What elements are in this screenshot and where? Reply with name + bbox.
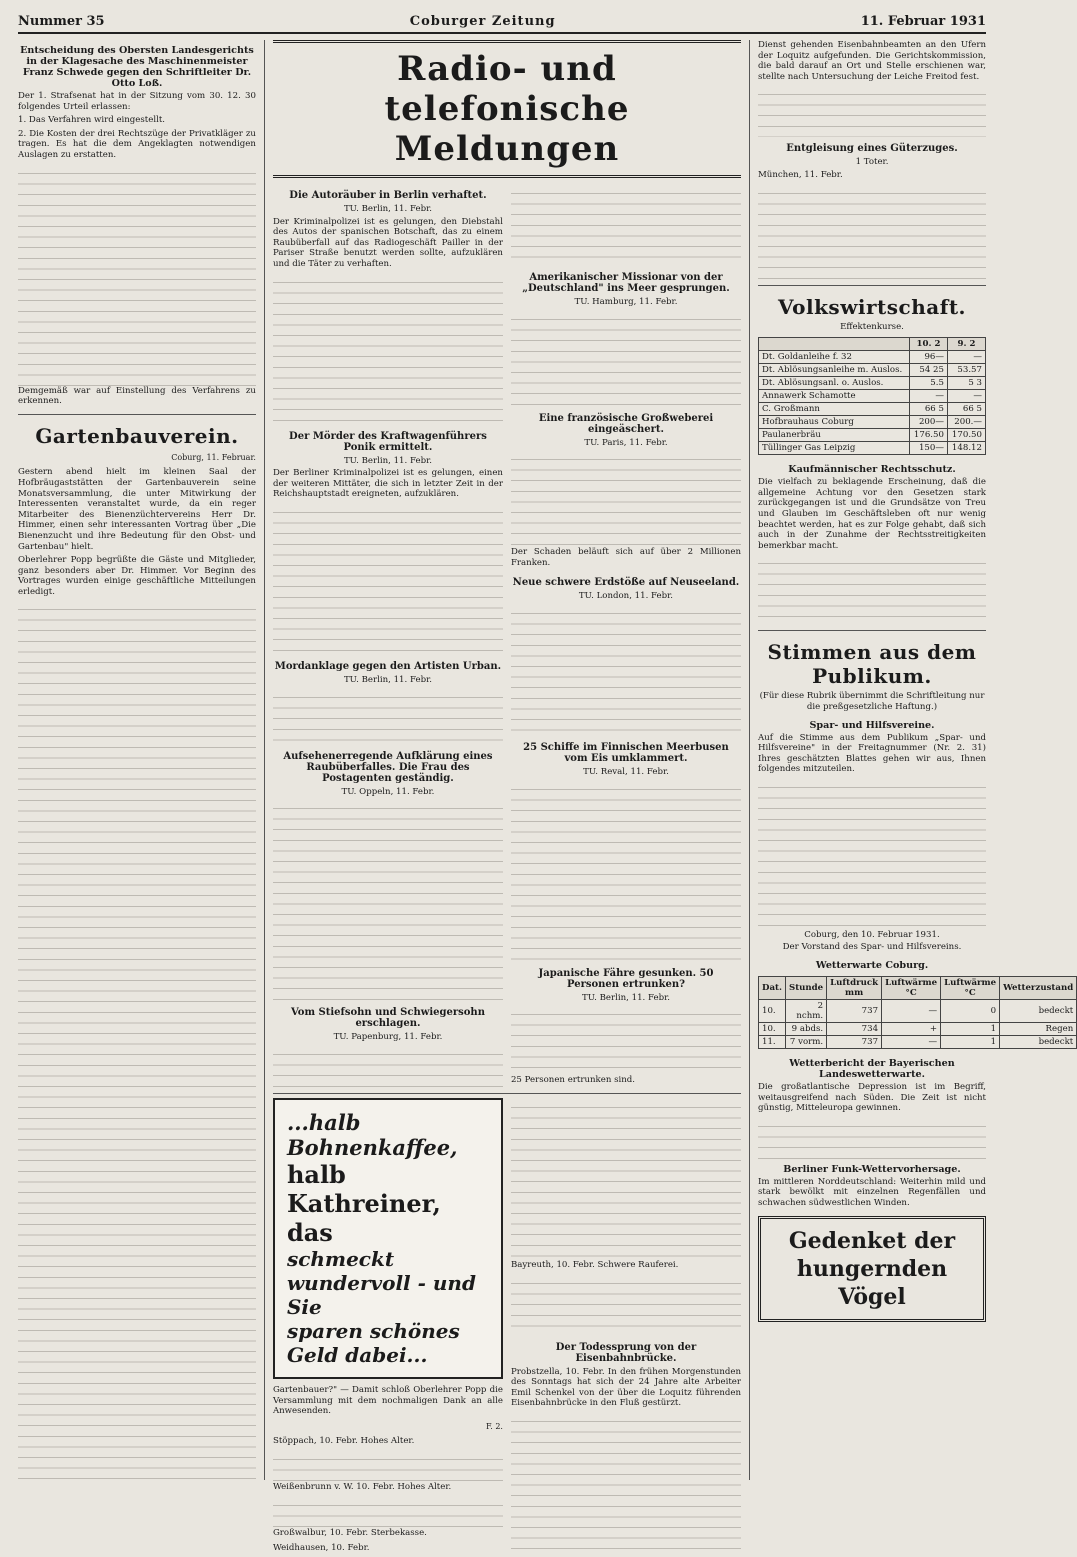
ad-line: schmeckt wundervoll - und Sie [286,1247,476,1319]
table-cell: 9 abds. [785,1023,826,1036]
table-header: Luftdruck mm [827,977,882,1000]
stock-row [759,403,986,416]
text-block [511,186,741,266]
column-rule [749,40,750,1480]
table-header: 9. 2 [947,338,985,351]
court-paragraph: Der 1. Strafsenat hat in der Sitzung vom 30. 12. 30 folgendes Urteil erlassen: [18,91,256,112]
legal-protection-title: Kaufmännischer Rechtsschutz. [788,464,956,476]
stock-row [759,442,986,455]
column-right [758,40,1074,1480]
weather-station-title: Wetterwarte Coburg. [815,960,929,972]
text-block [511,452,741,547]
stock-row [759,377,986,390]
public-voices-headline: Stimmen aus dem Publikum. [767,640,977,689]
garden-paragraph: Oberlehrer Popp begrüßte die Gäste und Mitglieder, ganz besonders aber Dr. Himmer. Vor Beginn des Vortrages wurden einige geschäftliche Mitteilungen erledigt. [18,555,256,597]
court-paragraph: 2. Die Kosten der drei Rechtszüge der Privatkläger zu tragen. Es hat die dem Angeklagten notwendigen Auslagen zu erstatten. [18,128,256,160]
text-block [511,1007,741,1075]
article-title: Der Mörder des Kraftwagenführers Ponik ermittelt. [289,430,487,453]
article-paragraph: Dienst gehenden Eisenbahnbeamten an den Ufern der Loquitz aufgefunden. Die Gerichtskommission, die bald darauf an Ort und Stelle erschienen war, stellte nach Untersuchung der Leiche Freitod fest. [758,40,986,82]
weather-row [759,1000,1077,1023]
text-block [758,1119,986,1159]
table-cell: 5 3 [947,377,985,390]
article-title: Amerikanischer Missionar von der „Deutschland" ins Meer gesprungen. [522,272,730,294]
table-cell: 11. [759,1036,786,1049]
text-block [511,606,741,736]
table-cell: Tüllinger Gas Leipzig [759,442,910,455]
table-cell: 54 25 [909,364,947,377]
article-paragraph: 25 Personen ertrunken sind. [510,1075,636,1086]
article-paragraph: Der Kriminalpolizei ist es gelungen, den Diebstahl des Autos der spanischen Botschaft, das zu einem Raubüberfall auf das Radiogeschäft Pailler in der Pariser Straße benutzt werden sollte, aufzuklären und die Täter zu verhaften. [272,216,503,269]
letter-date: Coburg, den 10. Februar 1931. [804,929,940,940]
ad-line: ...halb Bohnenkaffee, [286,1110,458,1160]
table-cell: — [947,351,985,364]
text-block [758,87,986,137]
public-voices-note: (Für diese Rubrik übernimmt die Schriftleitung nur die preßgesetzliche Haftung.) [759,691,985,712]
issue-number: Nummer 35 [18,14,105,29]
garden-paragraph: Gestern abend hielt im kleinen Saal der Hofbräugaststätten der Gartenbauverein seine Monatsversammlung, die unter Mitwirkung der Interessenten veranstaltet wurde, da ein reger Mitarbeiter des Bienenzüchtervereins Herr Dr. Himmer, einen sehr interessanten Vortrag über „Die Bienenzucht und ihre Bedeutung für den Obst- und Gartenbau" hielt. [18,467,256,552]
table-cell: Dt. Goldanleihe f. 32 [759,351,910,364]
derailment-title: Entgleisung eines Güterzuges. [786,143,958,155]
table-cell: 1 [941,1036,1000,1049]
article-dateline: TU. London, 11. Febr. [578,591,674,602]
radio-forecast-title: Berliner Funk-Wettervorhersage. [783,1163,961,1175]
table-cell: + [882,1023,941,1036]
table-header: Dat. [759,977,786,1000]
news-columns [273,184,741,1089]
table-cell: 200— [909,416,947,429]
article-title: Mordanklage gegen den Artisten Urban. [274,660,502,672]
article-title: Japanische Fähre gesunken. 50 Personen ertrunken? [538,967,714,990]
article-title: Der Todessprung von der Eisenbahnbrücke. [555,1341,697,1364]
article-dateline: München, 11. Febr. [758,169,843,180]
article-title: Eine französische Großweberei eingeäschert. [538,412,714,435]
table-cell: — [882,1036,941,1049]
lower-column-b [511,1098,741,1557]
issue-date: 11. Februar 1931 [860,14,986,29]
text-block [758,780,986,930]
article-paragraph: Probstzella, 10. Febr. In den frühen Morgenstunden des Sonntags hat sich der 24 Jahre alte Arbeiter Emil Schenkel von der über die Loquitz führenden Eisenbahnbrücke in den Fluß gestürzt. [510,1366,741,1409]
divider [273,1093,741,1094]
table-cell: 0 [941,1000,1000,1023]
table-header: Stunde [785,977,826,1000]
table-cell: Paulanerbräu [759,429,910,442]
table-header-row [759,977,1077,1000]
economy-subtitle: Effektenkurse. [840,321,904,332]
article-title: Die Autoräuber in Berlin verhaftet. [289,190,487,201]
article-paragraph: Stöppach, 10. Febr. Hohes Alter. [272,1436,415,1447]
table-cell: 53.57 [947,364,985,377]
stock-row [759,416,986,429]
stock-row [759,390,986,403]
divider [758,285,986,286]
text-block [511,1276,741,1336]
table-cell: C. Großmann [759,403,910,416]
weather-row [759,1023,1077,1036]
table-cell: 737 [827,1036,882,1049]
article-paragraph: Bayreuth, 10. Febr. Schwere Rauferei. [510,1260,679,1270]
table-cell: Regen [1000,1023,1077,1036]
article-paragraph: Auf die Stimme aus dem Publikum „Spar- und Hilfsvereine" in der Freitagnummer (Nr. 2. 31) Ihres geschätzten Blattes gehen wir aus, Ihnen folgendes mitzuteilen. [758,732,986,775]
article-title: Neue schwere Erdstöße auf Neuseeland. [512,577,740,589]
text-block [18,602,256,1480]
table-cell: — [882,1000,941,1023]
lower-column-a [273,1098,503,1557]
article-dateline: TU. Berlin, 11. Febr. [581,992,670,1003]
article-title: Vom Stiefsohn und Schwiegersohn erschlagen. [290,1007,485,1030]
article-signature: F. 2. [485,1421,503,1431]
article-paragraph: Die vielfach zu beklagende Erscheinung, daß die allgemeine Achtung vor den Gesetzen stark zurückgegangen ist und die Grundsätze von Treu und Glauben im Geschäftsleben oft nur wenig beachtet werden, hat es zur Folge gehabt, daß sich auch in der Zunahme der Rechtsstreitigkeiten bemerkbar macht. [758,477,986,551]
table-cell: 96— [909,351,947,364]
ad-line: sparen schönes Geld dabei... [286,1319,460,1367]
stock-quotes-table [758,337,986,455]
column-middle [272,40,741,1554]
masthead [18,14,986,34]
article-dateline: TU. Berlin, 11. Febr. [343,455,432,466]
newspaper-title: Coburger Zeitung [409,14,556,29]
page-columns [18,40,1074,1554]
text-block [273,505,503,655]
table-cell: bedeckt [1000,1000,1077,1023]
text-block [273,1047,503,1089]
article-dateline: TU. Reval, 11. Febr. [583,766,669,777]
text-block [273,690,503,745]
article-dateline: TU. Hamburg, 11. Febr. [574,297,678,307]
article-title: Aufsehenerregende Aufklärung eines Raubüberfalles. Die Frau des Postagenten geständig. [283,750,493,784]
text-block [18,166,256,386]
ad-line: halb Kathreiner, das [286,1160,441,1247]
text-block [273,275,503,425]
text-block [511,782,741,962]
stock-row [759,364,986,377]
article-dateline: TU. Oppeln, 11. Febr. [341,786,435,797]
text-block [273,1452,503,1482]
text-block [511,312,741,407]
article-paragraph: Großwalbur, 10. Febr. Sterbekasse. [272,1527,427,1538]
table-header: Luftwärme °C [941,977,1000,1000]
table-cell: 5.5 [909,377,947,390]
table-cell: 7 vorm. [785,1036,826,1049]
table-cell: 170.50 [947,429,985,442]
table-cell: Dt. Ablösungsanl. o. Auslos. [759,377,910,390]
table-cell: 2 nchm. [785,1000,826,1023]
news-column-a [273,184,503,1089]
economy-headline: Volkswirtschaft. [777,294,967,319]
notice-line: Gedenket der [788,1227,956,1254]
weather-table [758,976,1077,1049]
table-cell: 176.50 [909,429,947,442]
weather-row [759,1036,1077,1049]
news-column-b [511,184,741,1089]
court-decision-title: Entscheidung des Obersten Landesgerichts in der Klagesache des Maschinenmeister Franz Schwede gegen den Schriftleiter Dr. Otto Loß. [20,45,254,89]
table-cell: — [909,390,947,403]
text-block [758,186,986,281]
table-cell: bedeckt [1000,1036,1077,1049]
article-paragraph: Weidhausen, 10. Febr. [272,1543,370,1554]
table-cell: 10. [759,1023,786,1036]
table-header: 10. 2 [909,338,947,351]
article-paragraph: Der Berliner Kriminalpolizei ist es gelungen, einen der weiteren Mittäter, die sich in letzter Zeit in der Reichshauptstadt ereigneten, aufzuklären. [272,468,503,500]
table-cell: 66 5 [947,403,985,416]
derailment-subtitle: 1 Toter. [855,157,889,168]
table-header-row [759,338,986,351]
table-header: Wetterzustand [1000,977,1077,1000]
article-paragraph: Weißenbrunn v. W. 10. Febr. Hohes Alter. [272,1481,452,1492]
column-rule [264,40,265,1480]
stock-row [759,429,986,442]
article-title: 25 Schiffe im Finnischen Meerbusen vom Eis umklammert. [523,741,729,764]
table-cell: Annawerk Schamotte [759,390,910,403]
table-cell: 10. [759,1000,786,1023]
text-block [273,801,503,1001]
court-paragraph: Demgemäß war auf Einstellung des Verfahrens zu erkennen. [18,385,256,407]
notice-line: hungernden Vögel [796,1255,948,1310]
table-header [759,338,910,351]
text-block [511,1100,741,1260]
table-cell: — [947,390,985,403]
bird-feeding-notice [758,1216,986,1322]
article-paragraph: Im mittleren Norddeutschland: Weiterhin mild und stark bewölkt mit einzelnen Regenfällen und schwachen südwestlichen Winden. [758,1176,986,1209]
article-dateline: TU. Paris, 11. Febr. [584,437,668,448]
text-block [511,1414,741,1557]
lower-columns [273,1098,741,1557]
table-cell: 734 [827,1023,882,1036]
table-cell: 148.12 [947,442,985,455]
court-paragraph: 1. Das Verfahren wird eingestellt. [18,115,166,126]
table-cell: Dt. Ablösungsanleihe m. Auslos. [759,364,910,377]
table-cell: 737 [827,1000,882,1023]
public-voices-subtitle: Spar- und Hilfsvereine. [809,719,935,731]
divider [18,414,256,415]
stock-row [759,351,986,364]
article-paragraph: Gartenbauer?" — Damit schloß Oberlehrer Popp die Versammlung mit dem nochmaligen Dank an alle Anwesenden. [272,1385,503,1417]
garden-dateline: Coburg, 11. Februar. [171,452,256,462]
article-dateline: TU. Berlin, 11. Febr. [343,674,432,685]
table-header: Luftwärme °C [882,977,941,1000]
table-cell: 150— [909,442,947,455]
text-block [273,1498,503,1528]
table-cell: 1 [941,1023,1000,1036]
column-left [18,40,256,1480]
article-dateline: TU. Papenburg, 11. Febr. [333,1032,443,1043]
garden-club-headline: Gartenbauverein. [35,423,239,448]
table-cell: 200.— [947,416,985,429]
article-dateline: TU. Berlin, 11. Febr. [343,204,432,214]
letter-signature: Der Vorstand des Spar- und Hilfsvereins. [782,942,962,953]
bavarian-weather-title: Wetterbericht der Bayerischen Landeswetterwarte. [789,1058,955,1081]
table-cell: Hofbrauhaus Coburg [759,416,910,429]
text-block [758,556,986,626]
section-banner: Radio- und telefonische Meldungen [273,40,741,178]
divider [758,630,986,631]
article-paragraph: Der Schaden beläuft sich auf über 2 Millionen Franken. [510,547,741,568]
coffee-advertisement [273,1098,503,1379]
table-cell: 66 5 [909,403,947,416]
article-paragraph: Die großatlantische Depression ist im Begriff, weitausgreifend nach Süden. Die Zeit ist nicht günstig, Mitteleuropa gewinnen. [758,1082,986,1114]
